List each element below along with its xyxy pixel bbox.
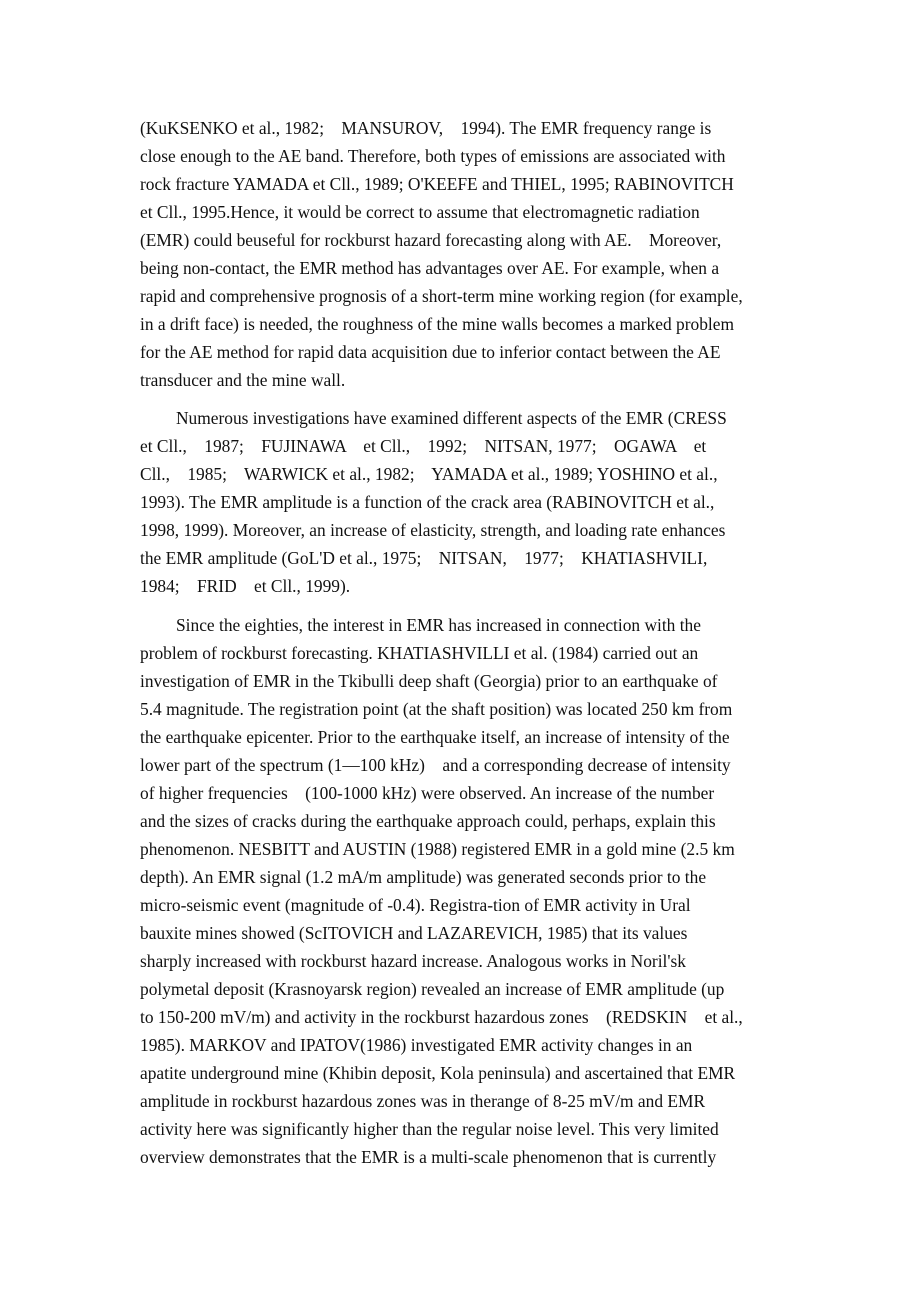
text-line: Since the eighties, the interest in EMR has increased in connection with the [176, 615, 701, 635]
text-line: 5.4 magnitude. The registration point (at the shaft position) was located 250 km from [140, 699, 733, 719]
text-line: lower part of the spectrum (1—100 kHz) and a corresponding decrease of intensity [140, 755, 731, 775]
text-line: polymetal deposit (Krasnoyarsk region) revealed an increase of EMR amplitude (up [140, 979, 725, 999]
text-line: 1998, 1999). Moreover, an increase of elasticity, strength, and loading rate enhances [140, 520, 726, 540]
text-line: Cll., 1985; WARWICK et al., 1982; YAMADA et al., 1989; YOSHINO et al., [140, 464, 718, 484]
text-line: the EMR amplitude (GoL'D et al., 1975; NITSAN, 1977; KHATIASHVILI, [140, 548, 708, 568]
text-line: sharply increased with rockburst hazard increase. Analogous works in Noril'sk [140, 951, 686, 971]
text-line: the earthquake epicenter. Prior to the earthquake itself, an increase of intensity of the [140, 727, 730, 747]
text-line: rapid and comprehensive prognosis of a short-term mine working region (for example, [140, 286, 743, 306]
text-line: problem of rockburst forecasting. KHATIASHVILLI et al. (1984) carried out an [140, 643, 699, 663]
text-line: apatite underground mine (Khibin deposit, Kola peninsula) and ascertained that EMR [140, 1063, 736, 1083]
text-line: overview demonstrates that the EMR is a multi-scale phenomenon that is currently [140, 1147, 717, 1167]
text-line: micro-seismic event (magnitude of -0.4). Registra-tion of EMR activity in Ural [140, 895, 691, 915]
text-line: rock fracture YAMADA et Cll., 1989; O'KEEFE and THIEL, 1995; RABINOVITCH [140, 174, 734, 194]
text-line: to 150-200 mV/m) and activity in the rockburst hazardous zones (REDSKIN et al., [140, 1007, 743, 1027]
text-line: close enough to the AE band. Therefore, both types of emissions are associated with [140, 146, 726, 166]
text-line: and the sizes of cracks during the earthquake approach could, perhaps, explain this [140, 811, 716, 831]
text-line: activity here was significantly higher than the regular noise level. This very limited [140, 1119, 719, 1139]
text-line: of higher frequencies (100-1000 kHz) were observed. An increase of the number [140, 783, 715, 803]
text-line: amplitude in rockburst hazardous zones was in therange of 8-25 mV/m and EMR [140, 1091, 706, 1111]
text-line: (KuKSENKO et al., 1982; MANSUROV, 1994). The EMR frequency range is [140, 118, 712, 138]
text-line: et Cll., 1995.Hence, it would be correct to assume that electromagnetic radiation [140, 202, 700, 222]
text-line: for the AE method for rapid data acquisition due to inferior contact between the AE [140, 342, 721, 362]
text-line: transducer and the mine wall. [140, 370, 346, 390]
text-line: being non-contact, the EMR method has advantages over AE. For example, when a [140, 258, 720, 278]
text-line: depth). An EMR signal (1.2 mA/m amplitude) was generated seconds prior to the [140, 867, 707, 887]
text-line: phenomenon. NESBITT and AUSTIN (1988) registered EMR in a gold mine (2.5 km [140, 839, 735, 859]
text-line: et Cll., 1987; FUJINAWA et Cll., 1992; NITSAN, 1977; OGAWA et [140, 436, 707, 456]
text-line: in a drift face) is needed, the roughness of the mine walls becomes a marked problem [140, 314, 734, 334]
text-line: 1984; FRID et Cll., 1999). [140, 576, 351, 596]
text-line: (EMR) could beuseful for rockburst hazard forecasting along with AE. Moreover, [140, 230, 722, 250]
text-line: 1993). The EMR amplitude is a function of the crack area (RABINOVITCH et al., [140, 492, 715, 512]
text-line: investigation of EMR in the Tkibulli deep shaft (Georgia) prior to an earthquake of [140, 671, 718, 691]
text-line: Numerous investigations have examined different aspects of the EMR (CRESS [176, 408, 727, 428]
text-line: bauxite mines showed (ScITOVICH and LAZAREVICH, 1985) that its values [140, 923, 688, 943]
text-line: 1985). MARKOV and IPATOV(1986) investigated EMR activity changes in an [140, 1035, 693, 1055]
